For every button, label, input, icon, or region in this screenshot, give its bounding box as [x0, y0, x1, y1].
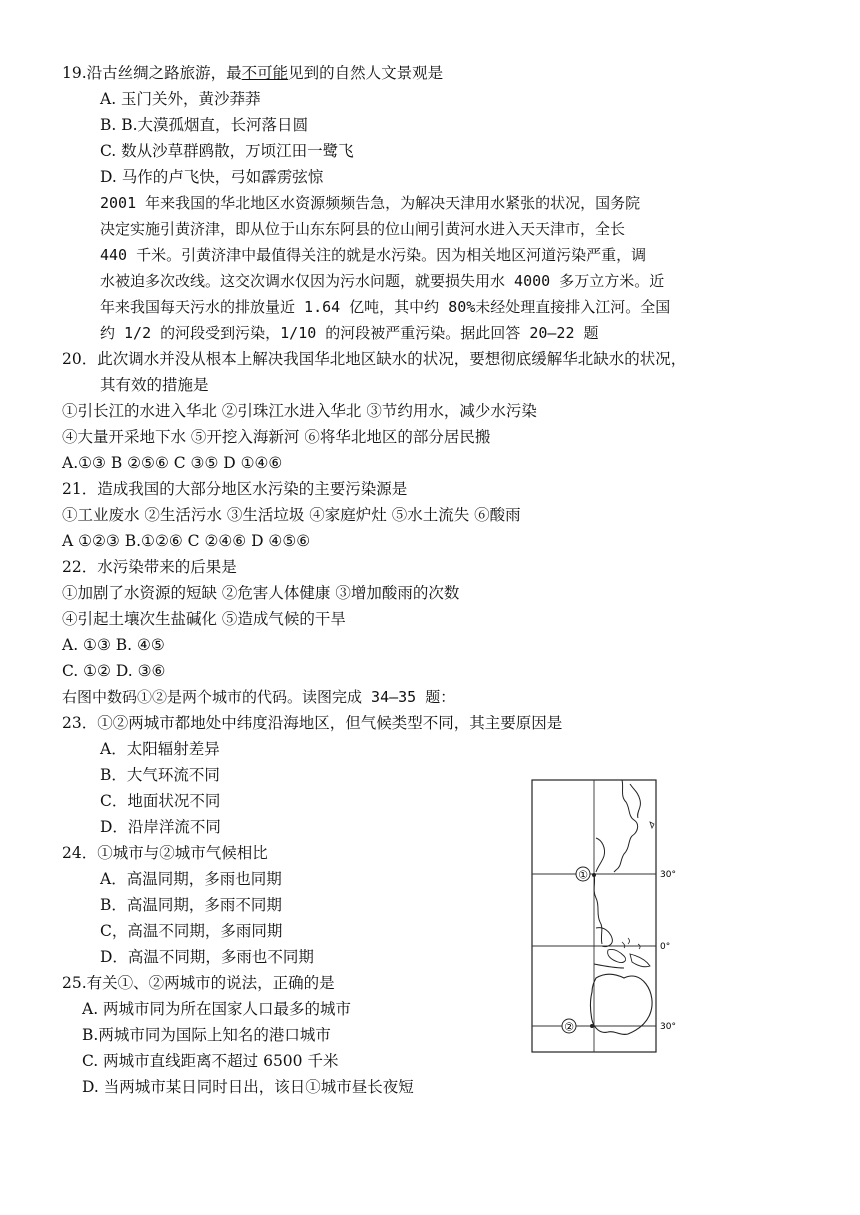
map-new-guinea [630, 954, 650, 967]
map-city1-dot [592, 873, 596, 877]
q24-option-d: D．高温不同期，多雨也不同期 [100, 948, 314, 966]
q19-option-b: B. B.大漠孤烟直，长河落日圆 [100, 116, 309, 134]
q25-stem: 25.有关①、②两城市的说法，正确的是 [62, 974, 335, 992]
q24-option-c: C，高温不同期，多雨同期 [100, 922, 283, 940]
q21-stem: 21．造成我国的大部分地区水污染的主要污染源是 [62, 480, 408, 498]
map-lat-0-label: 0° [660, 942, 671, 952]
map-small-islands [622, 938, 640, 949]
q25-option-d: D. 当两城市某日同时日出，该日①城市昼长夜短 [82, 1078, 414, 1096]
map-australia [591, 974, 653, 1034]
q22-answers: A. ①③ B. ④⑤ [62, 636, 165, 654]
q25-option-c: C. 两城市直线距离不超过 6500 千米 [82, 1052, 339, 1070]
passage-line: 440 千米。引黄济津中最值得关注的就是水污染。因为相关地区河道污染严重，调 [100, 246, 647, 264]
q22-answers: C. ①② D. ③⑥ [62, 662, 166, 680]
q21-answers: A ①②③ B.①②⑥ C ②④⑥ D ④⑤⑥ [62, 532, 311, 550]
q20-stem-cont: 其有效的措施是 [100, 376, 209, 394]
map-city2-dot [590, 1024, 594, 1028]
passage-line: 年来我国每天污水的排放量近 1.64 亿吨，其中约 80%未经处理直接排入江河。全国 [100, 298, 671, 316]
map-borneo [608, 949, 626, 962]
map-japan-north [630, 784, 640, 818]
q22-items: ④引起土壤次生盐碱化 ⑤造成气候的干旱 [62, 610, 346, 628]
q19-option-a: A. 玉门关外，黄沙莽莽 [100, 90, 261, 108]
q19-option-c: C. 数从沙草群鸥散，万顷江田一鹭飞 [100, 142, 354, 160]
asia-pacific-map [530, 778, 680, 1054]
q20-answers: A.①③ B ②⑤⑥ C ③⑤ D ①④⑥ [62, 454, 283, 472]
passage-line: 2001 年来我国的华北地区水资源频频告急，为解决天津用水紧张的状况，国务院 [100, 194, 641, 212]
map-intro: 右图中数码①②是两个城市的代码。读图完成 34—35 题： [62, 688, 456, 706]
q20-items: ①引长江的水进入华北 ②引珠江水进入华北 ③节约用水，减少水污染 [62, 402, 537, 420]
passage-line: 约 1/2 的河段受到污染，1/10 的河段被严重污染。据此回答 20—22 题 [100, 324, 599, 342]
q19-stem: 19.沿古丝绸之路旅游，最不可能见到的自然人文景观是 [62, 64, 444, 82]
q23-option-d: D．沿岸洋流不同 [100, 818, 221, 836]
q23-option-b: B．大气环流不同 [100, 766, 220, 784]
q24-option-a: A．高温同期，多雨也同期 [100, 870, 282, 888]
passage-line: 水被迫多次改线。这交次调水仅因为污水问题，就要损失用水 4000 多万立方米。近 [100, 272, 665, 290]
q20-stem: 20．此次调水并没从根本上解决我国华北地区缺水的状况，要想彻底缓解华北缺水的状况， [62, 350, 687, 368]
map-lat-30n-label: 30° [660, 870, 676, 880]
q22-items: ①加剧了水资源的短缺 ②危害人体健康 ③增加酸雨的次数 [62, 584, 460, 602]
q23-stem: 23．①②两城市都地处中纬度沿海地区，但气候类型不同，其主要原因是 [62, 714, 563, 732]
map-java [594, 964, 624, 968]
q23-option-a: A．太阳辐射差异 [100, 740, 220, 758]
map-china-coast [594, 874, 602, 944]
q25-option-b: B.两城市同为国际上知名的港口城市 [82, 1026, 331, 1044]
map-city2-label: ② [564, 1020, 574, 1034]
q24-option-b: B．高温同期，多雨不同期 [100, 896, 282, 914]
q20-items: ④大量开采地下水 ⑤开挖入海新河 ⑥将华北地区的部分居民搬 [62, 428, 491, 446]
map-japan-coast [614, 780, 638, 872]
q24-stem: 24．①城市与②城市气候相比 [62, 844, 268, 862]
q23-option-c: C．地面状况不同 [100, 792, 221, 810]
q22-stem: 22．水污染带来的后果是 [62, 558, 237, 576]
map-lat-30s-label: 30° [660, 1022, 676, 1032]
passage-line: 决定实施引黄济津，即从位于山东东阿县的位山闸引黄河水进入天天津市，全长 [100, 220, 626, 238]
map-philippines [596, 928, 612, 947]
q25-option-a: A. 两城市同为所在国家人口最多的城市 [82, 1000, 352, 1018]
map-city1-label: ① [578, 868, 588, 882]
q21-items: ①工业废水 ②生活污水 ③生活垃圾 ④家庭炉灶 ⑤水土流失 ⑥酸雨 [62, 506, 521, 524]
map-korea-coast [596, 838, 605, 872]
q19-option-d: D. 马作的卢飞快，弓如霹雳弦惊 [100, 168, 324, 186]
map-island [650, 822, 654, 828]
